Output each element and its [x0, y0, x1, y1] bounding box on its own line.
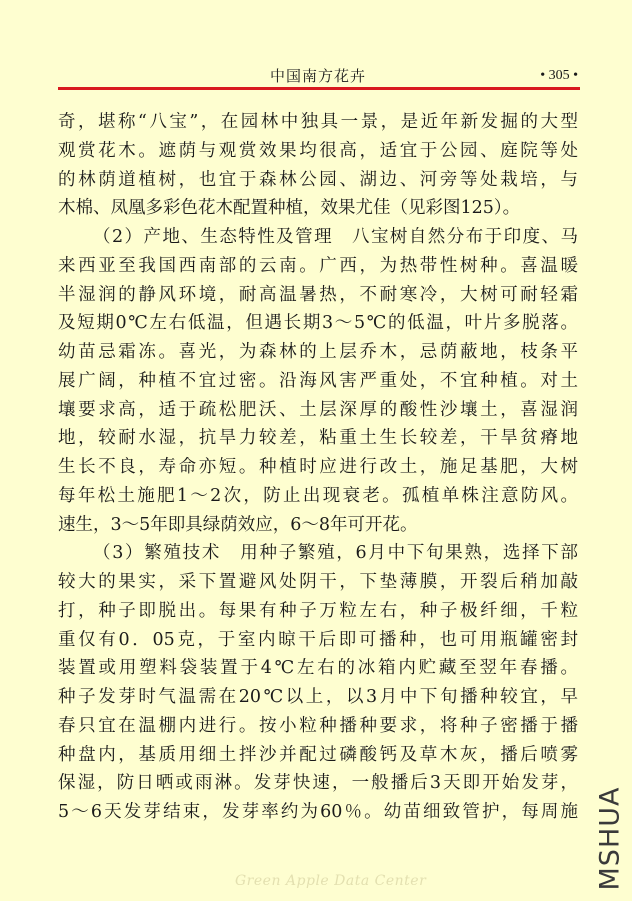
page-number: • 305 •	[540, 68, 578, 83]
text-line: 生长不良，寿命亦短。种植时应进行改土，施足基肥，大树	[58, 457, 578, 477]
text-line: 的林荫道植树，也宜于森林公园、湖边、河旁等处栽培，与	[58, 169, 578, 190]
text-line: 壤要求高，适于疏松肥沃、土层深厚的酸性沙壤土，喜湿润	[58, 399, 578, 420]
text-line: 种盘内，基质用细土拌沙并配过磷酸钙及草木灰，播后喷雾	[58, 744, 578, 765]
text-line: 春只宜在温棚内进行。按小粒种播种要求，将种子密播于播	[58, 715, 578, 736]
text-line: 重仅有0．05克，于室内晾干后即可播种，也可用瓶罐密封	[58, 629, 578, 650]
body-text	[58, 108, 578, 827]
text-line: 及短期0℃左右低温，但遇长期3～5℃的低温，叶片多脱落。	[58, 313, 578, 334]
side-watermark	[593, 788, 627, 888]
side-watermark-text: MSHUA	[594, 786, 626, 890]
text-line: 奇，堪称“八宝”，在园林中独具一景，是近年新发掘的大型	[58, 112, 578, 132]
text-line: 装置或用塑料袋装置于4℃左右的冰箱内贮藏至翌年春播。	[58, 658, 578, 679]
text-line: （2）产地、生态特性及管理 八宝树自然分布于印度、马	[93, 227, 578, 247]
text-line: 来西亚至我国西南部的云南。广西，为热带性树种。喜温暖	[58, 255, 578, 276]
text-line: 速生，3～5年即具绿荫效应，6～8年可开花。	[58, 514, 418, 535]
text-line: （3）繁殖技术 用种子繁殖，6月中下旬果熟，选择下部	[93, 543, 578, 564]
text-line: 种子发芽时气温需在20℃以上，以3月中下旬播种较宜，早	[58, 687, 578, 707]
text-line: 观赏花木。遮荫与观赏效果均很高，适宜于公园、庭院等处	[58, 140, 578, 161]
text-line: 地，较耐水湿，抗旱力较差，粘重土生长较差，干旱贫瘠地	[58, 428, 578, 449]
text-line: 半湿润的静风环境，耐高温暑热，不耐寒冷，大树可耐轻霜	[58, 284, 578, 305]
running-title: 中国南方花卉	[269, 67, 366, 85]
text-line: 每年松土施肥1～2次，防止出现衰老。孤植单株注意防风。	[58, 485, 578, 506]
text-line: 打，种子即脱出。每果有种子万粒左右，种子极纤细，千粒	[58, 600, 578, 621]
text-line: 保湿，防日晒或雨淋。发芽快速，一般播后3天即开始发芽，	[58, 773, 578, 794]
watermark-text: Green Apple Data Center	[235, 873, 427, 889]
text-line: 5～6天发芽结束，发芽率约为60％。幼苗细致管护，每周施	[58, 802, 578, 822]
text-line: 展广阔，种植不宜过密。沿海风害严重处，不宜种植。对土	[58, 370, 578, 391]
text-line: 较大的果实，采下置避风处阴干，下垫薄膜，开裂后稍加敲	[58, 572, 578, 592]
text-line: 木棉、凤凰多彩色花木配置种植，效果尤佳（见彩图125）。	[58, 198, 521, 219]
running-header	[58, 66, 578, 88]
text-line: 幼苗忌霜冻。喜光，为森林的上层乔木，忌荫蔽地，枝条平	[58, 342, 578, 362]
header-rule	[58, 87, 580, 90]
